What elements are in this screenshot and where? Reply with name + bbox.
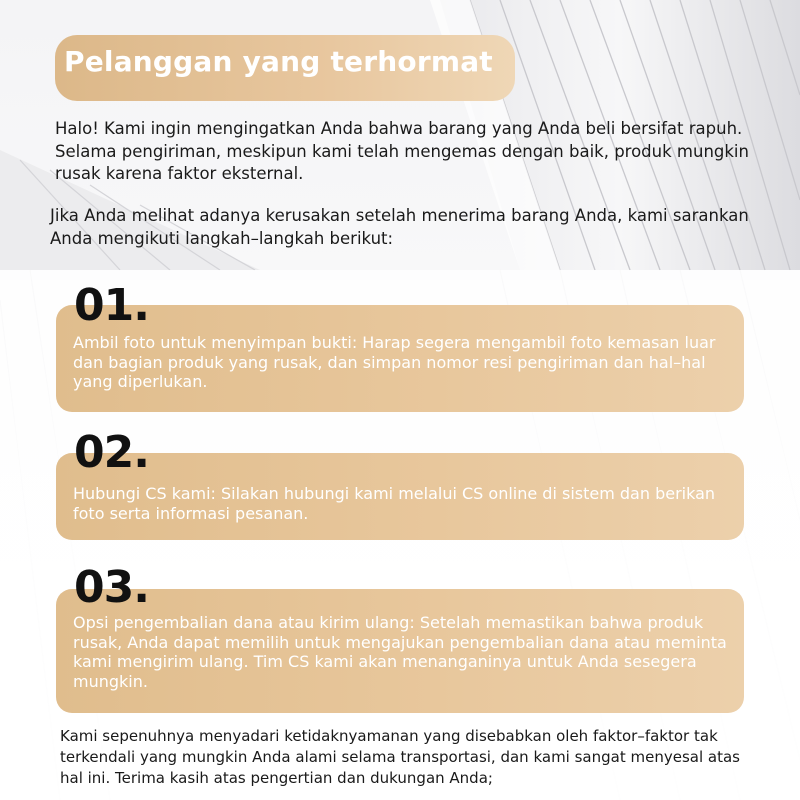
step-text-3: Opsi pengembalian dana atau kirim ulang: Setelah memastikan bahwa produk rusak, Anda dapat memilih untuk mengajukan pengembalian dana atau meminta kami mengirim ulang. Tim CS kami akan menanganinya untuk Anda sesegera mungkin. <box>73 613 727 691</box>
step-text-1: Ambil foto untuk menyimpan bukti: Harap segera mengambil foto kemasan luar dan bagian produk yang rusak, dan simpan nomor resi pengiriman dan hal–hal yang diperlukan. <box>73 333 716 391</box>
intro-paragraph: Halo! Kami ingin mengingatkan Anda bahwa barang yang Anda beli bersifat rapuh. Selama pengiriman, meskipun kami telah mengemas dengan baik, produk mungkin rusak karena faktor eksternal. <box>55 119 749 183</box>
page-title: Pelanggan yang terhormat <box>64 45 493 78</box>
intro-instruction: Jika Anda melihat adanya kerusakan setelah menerima barang Anda, kami sarankan Anda mengikuti langkah–langkah berikut: <box>50 206 749 248</box>
step-text-2: Hubungi CS kami: Silakan hubungi kami melalui CS online di sistem dan berikan foto serta informasi pesanan. <box>73 484 716 523</box>
step-number-1: 01. <box>74 280 149 331</box>
closing-paragraph: Kami sepenuhnya menyadari ketidaknyamanan yang disebabkan oleh faktor–faktor tak terkendali yang mungkin Anda alami selama transportasi, dan kami sangat menyesal atas hal ini. Terima kasih atas pengertian dan dukungan Anda; <box>60 727 740 787</box>
step-number-2: 02. <box>74 427 149 478</box>
step-number-3: 03. <box>74 562 149 613</box>
